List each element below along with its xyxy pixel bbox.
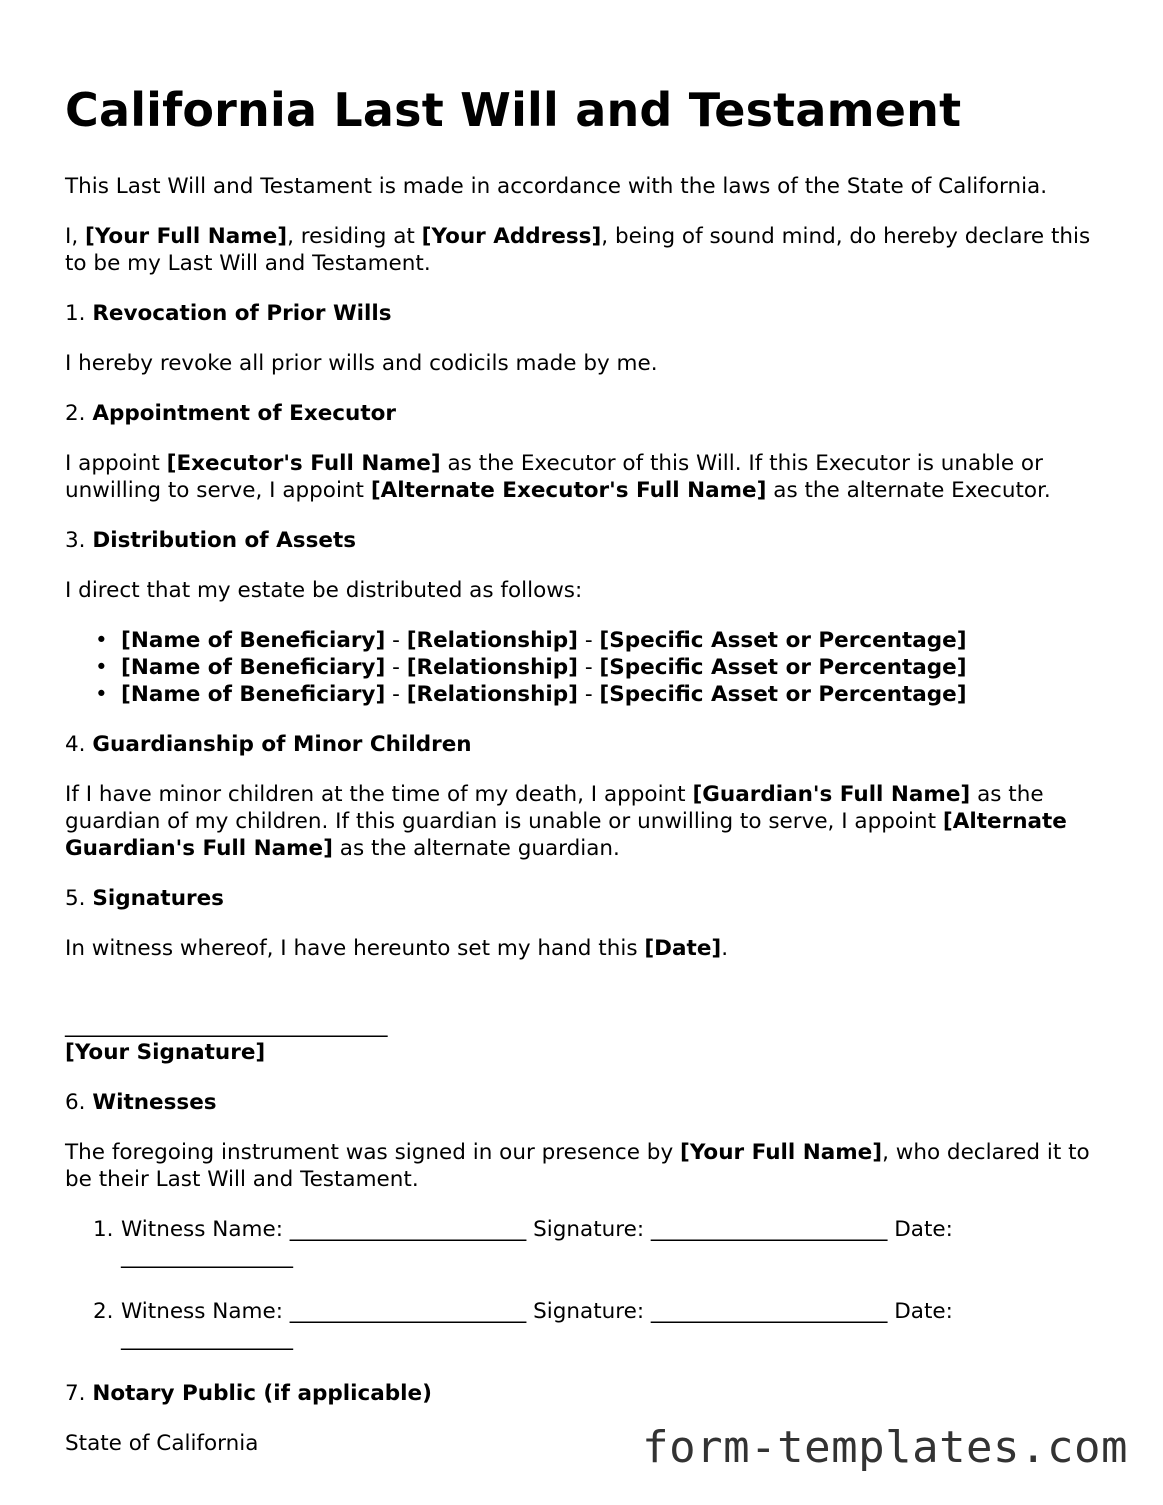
witness-list bbox=[65, 1216, 1105, 1352]
signature-line: ______________________________ bbox=[65, 1013, 388, 1038]
section-6-text: The foregoing instrument was signed in our presence by [Your Full Name], who declared it to be their Last Will and Testament. bbox=[65, 1140, 1090, 1192]
testator-address-placeholder: [Your Address] bbox=[421, 224, 602, 249]
date-placeholder: [Date] bbox=[644, 936, 722, 961]
section-4-text: If I have minor children at the time of my death, I appoint [Guardian's Full Name] as the guardian of my children. If this guardian is unable or unwilling to serve, I appoint [Alternate Guardian's Full Name] as the alternate guardian. bbox=[65, 782, 1067, 861]
alternate-executor-placeholder: [Alternate Executor's Full Name] bbox=[370, 478, 767, 503]
alternate-guardian-placeholder: [Alternate Guardian's Full Name] bbox=[65, 809, 1067, 861]
document-title: California Last Will and Testament bbox=[65, 83, 962, 137]
beneficiary-list bbox=[65, 627, 1105, 708]
beneficiary-item: • [Name of Beneficiary] - [Relationship] - [Specific Asset or Percentage] bbox=[95, 654, 1105, 681]
section-7-heading: 7. Notary Public (if applicable) bbox=[65, 1381, 432, 1406]
testator-name-placeholder: [Your Full Name] bbox=[680, 1140, 883, 1165]
declaration-paragraph: I, [Your Full Name], residing at [Your Address], being of sound mind, do hereby declare this to be my Last Will and Testament. bbox=[65, 224, 1091, 276]
beneficiary-item: • [Name of Beneficiary] - [Relationship] - [Specific Asset or Percentage] bbox=[95, 681, 1105, 708]
section-6-heading: 6. Witnesses bbox=[65, 1090, 217, 1115]
guardian-placeholder: [Guardian's Full Name] bbox=[692, 782, 971, 807]
section-5-heading: 5. Signatures bbox=[65, 886, 224, 911]
section-1-text: I hereby revoke all prior wills and codicils made by me. bbox=[65, 351, 658, 376]
executor-placeholder: [Executor's Full Name] bbox=[166, 451, 441, 476]
section-7-text: State of California bbox=[65, 1431, 259, 1456]
intro-paragraph: This Last Will and Testament is made in accordance with the laws of the State of California. bbox=[65, 174, 1048, 199]
section-3-text: I direct that my estate be distributed as follows: bbox=[65, 578, 583, 603]
section-1-heading: 1. Revocation of Prior Wills bbox=[65, 301, 392, 326]
section-2-heading: 2. Appointment of Executor bbox=[65, 401, 397, 426]
section-3-heading: 3. Distribution of Assets bbox=[65, 528, 357, 553]
testator-name-placeholder: [Your Full Name] bbox=[85, 224, 288, 249]
witness-item: 1. Witness Name: ______________________ Signature: ______________________ Date: ________________ bbox=[93, 1217, 953, 1269]
beneficiary-item: • [Name of Beneficiary] - [Relationship] - [Specific Asset or Percentage] bbox=[95, 627, 1105, 654]
will-document bbox=[65, 82, 1105, 1480]
section-4-heading: 4. Guardianship of Minor Children bbox=[65, 732, 472, 757]
section-2-text: I appoint [Executor's Full Name] as the Executor of this Will. If this Executor is unable or unwilling to serve, I appoint [Alternate Executor's Full Name] as the alternate Executor. bbox=[65, 451, 1051, 503]
signature-label: [Your Signature] bbox=[65, 1040, 266, 1065]
witness-item: 2. Witness Name: ______________________ Signature: ______________________ Date: ________________ bbox=[93, 1299, 953, 1351]
site-watermark: form-templates.com bbox=[642, 1422, 1128, 1473]
section-5-text: In witness whereof, I have hereunto set my hand this [Date]. bbox=[65, 936, 729, 961]
